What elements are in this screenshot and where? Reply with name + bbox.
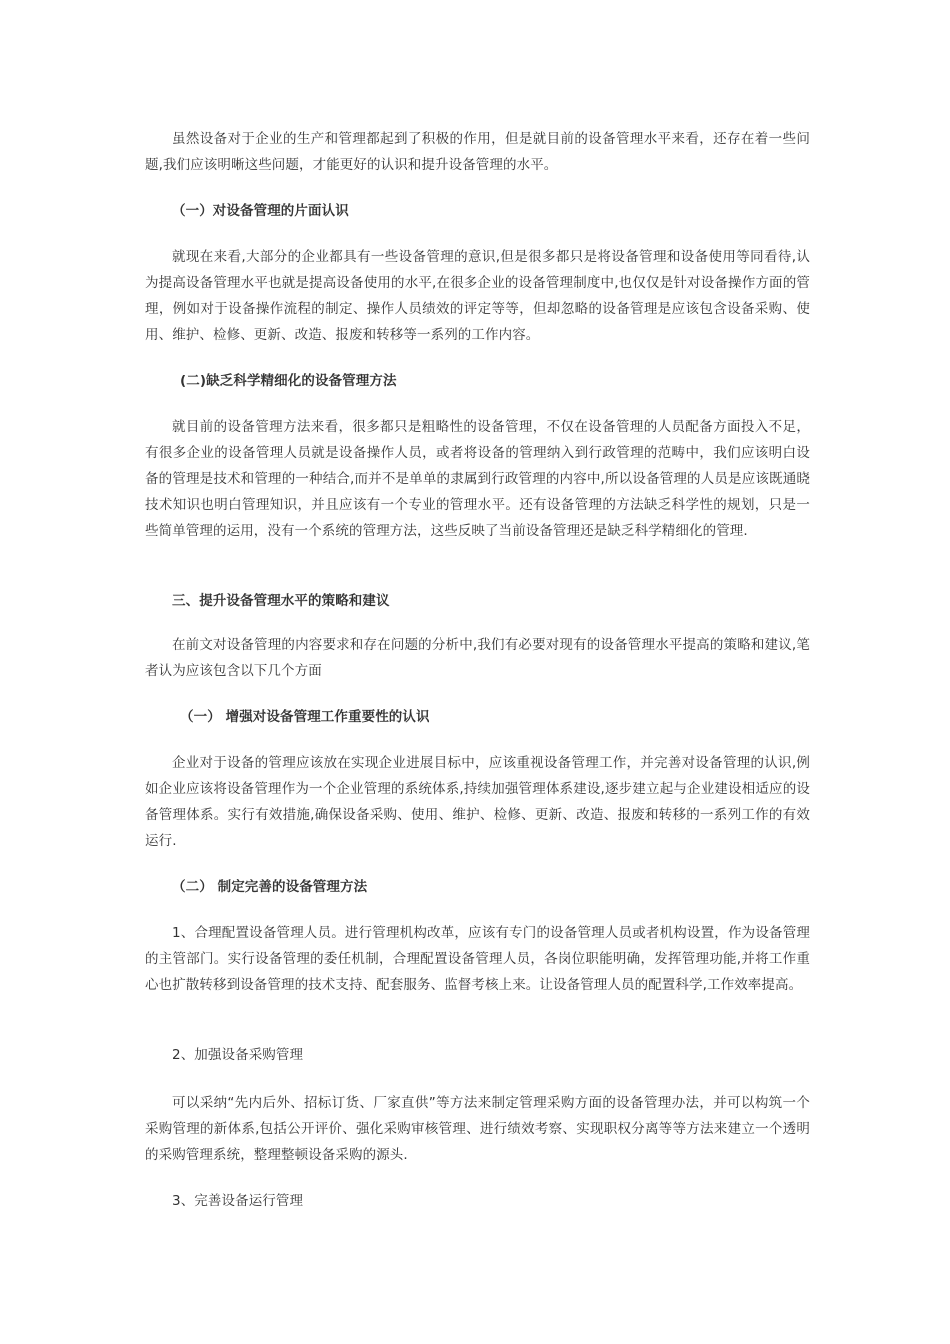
paragraph-staff-allocation: 1、合理配置设备管理人员。进行管理机构改革，应该有专门的设备管理人员或者机构设置，作为设备管理的主管部门。实行设备管理的委任机制，合理配置设备管理人员，各岗位职能明确，发挥管理功能,并将工作重心也扩散转移到设备管理的技术支持、配套服务、监督考核上来。让设备管理人员的配置科学,工作效率提高。 bbox=[145, 925, 810, 993]
paragraph-lack-scientific-method: 就目前的设备管理方法来看，很多都只是粗略性的设备管理，不仅在设备管理的人员配备方面投入不足，有很多企业的设备管理人员就是设备操作人员，或者将设备的管理纳入到行政管理的范畴中，我们应该明白设备的管理是技术和管理的一种结合,而并不是单单的隶属到行政管理的内容中,所以设备管理的人员是应该既通晓技术知识也明白管理知识，并且应该有一个专业的管理水平。还有设备管理的方法缺乏科学性的规划，只是一些简单管理的运用，没有一个系统的管理方法，这些反映了当前设备管理还是缺乏科学精细化的管理. bbox=[145, 419, 810, 539]
heading-strategies: 三、提升设备管理水平的策略和建议 bbox=[172, 593, 390, 609]
heading-lack-scientific-method: (二)缺乏科学精细化的设备管理方法 bbox=[180, 373, 397, 389]
heading-one-sided-understanding: （一）对设备管理的片面认识 bbox=[172, 203, 349, 219]
paragraph-procurement-title: 2、加强设备采购管理 bbox=[172, 1047, 304, 1063]
heading-improve-methods: （二） 制定完善的设备管理方法 bbox=[172, 879, 368, 895]
paragraph-intro: 虽然设备对于企业的生产和管理都起到了积极的作用，但是就目前的设备管理水平来看，还存在着一些问题,我们应该明晰这些问题，才能更好的认识和提升设备管理的水平。 bbox=[145, 131, 810, 173]
paragraph-strategies-intro: 在前文对设备管理的内容要求和存在问题的分析中,我们有必要对现有的设备管理水平提高的策略和建议,笔者认为应该包含以下几个方面 bbox=[145, 637, 810, 679]
paragraph-importance-awareness: 企业对于设备的管理应该放在实现企业进展目标中，应该重视设备管理工作，并完善对设备管理的认识,例如企业应该将设备管理作为一个企业管理的系统体系,持续加强管理体系建设,逐步建立起与企业建设相适应的设备管理体系。实行有效措施,确保设备采购、使用、维护、检修、更新、改造、报废和转移的一系列工作的有效运行. bbox=[145, 755, 810, 849]
heading-importance-awareness: （一） 增强对设备管理工作重要性的认识 bbox=[180, 709, 430, 725]
paragraph-one-sided-understanding: 就现在来看,大部分的企业都具有一些设备管理的意识,但是很多都只是将设备管理和设备使用等同看待,认为提高设备管理水平也就是提高设备使用的水平,在很多企业的设备管理制度中,也仅仅是针对设备操作方面的管理，例如对于设备操作流程的制定、操作人员绩效的评定等等，但却忽略的设备管理是应该包含设备采购、使用、维护、检修、更新、改造、报废和转移等一系列的工作内容。 bbox=[145, 249, 810, 343]
paragraph-procurement: 可以采纳“先内后外、招标订货、厂家直供”等方法来制定管理采购方面的设备管理办法，并可以构筑一个采购管理的新体系,包括公开评价、强化采购审核管理、进行绩效考察、实现职权分离等等方法来建立一个透明的采购管理系统，整理整顿设备采购的源头. bbox=[145, 1095, 810, 1163]
paragraph-operation-title: 3、完善设备运行管理 bbox=[172, 1193, 304, 1209]
